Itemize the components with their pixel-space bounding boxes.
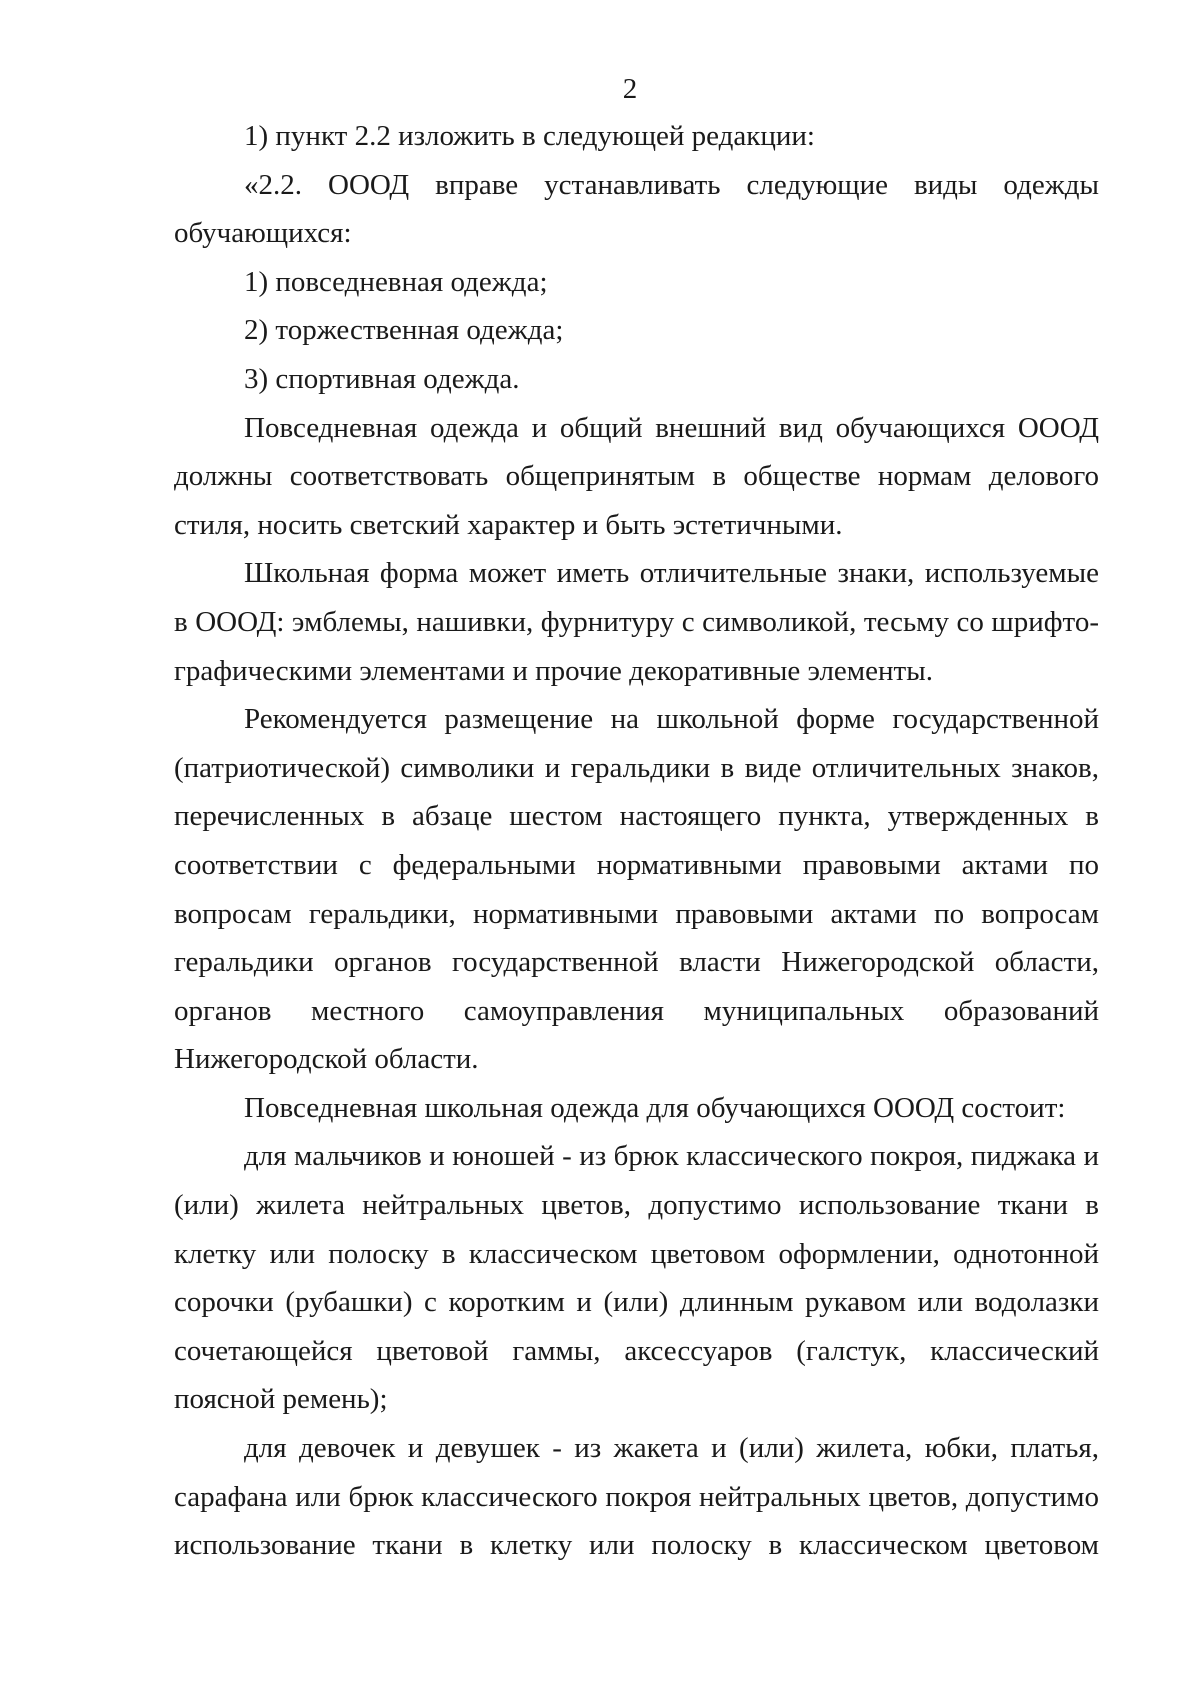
- paragraph-amendment-intro: 1) пункт 2.2 изложить в следующей редакции:: [244, 120, 815, 152]
- list-item-sports-clothing: 3) спортивная одежда.: [244, 362, 520, 395]
- paragraph-casual-appearance: Повседневная одежда и общий внешний вид обучающихся ОООД должны соответствовать общепринятым в обществе нормам делового стиля, носить светский характер и быть эстетичными.: [174, 411, 1099, 541]
- page-number: 2: [622, 73, 638, 105]
- paragraph-casual-uniform-consists: Повседневная школьная одежда для обучающихся ОООД состоит:: [244, 1091, 1066, 1124]
- paragraph-girls-uniform: для девочек и девушек - из жакета и (или) жилета, юбки, платья, сарафана или брюк классического покроя нейтральных цветов, допустимо использование ткани в клетку или полоску в классическом цветовом: [174, 1432, 1099, 1562]
- list-item-formal-clothing: 2) торжественная одежда;: [244, 314, 564, 347]
- list-item-casual-clothing: 1) повседневная одежда;: [244, 265, 548, 298]
- paragraph-clause-2-2: «2.2. ОООД вправе устанавливать следующие виды одежды обучающихся:: [174, 168, 1099, 250]
- paragraph-distinctive-signs: Школьная форма может иметь отличительные знаки, используемые в ОООД: эмблемы, нашивки, фурнитуру с символикой, тесьму со шрифто-графическими элементами и прочие декоративные элементы.: [174, 557, 1099, 687]
- document-body: [174, 112, 1099, 1570]
- paragraph-boys-uniform: для мальчиков и юношей - из брюк классического покроя, пиджака и (или) жилета нейтральных цветов, допустимо использование ткани в клетку или полоску в классическом цветовом оформлении, однотонной сорочки (рубашки) с коротким и (или) длинным рукавом или водолазки сочетающейся цветовой гаммы, аксессуаров (галстук, классический поясной ремень);: [174, 1140, 1099, 1416]
- paragraph-state-symbols: Рекомендуется размещение на школьной форме государственной (патриотической) символики и геральдики в виде отличительных знаков, перечисленных в абзаце шестом настоящего пункта, утвержденных в соответствии с федеральными нормативными правовыми актами по вопросам геральдики, нормативными правовыми актами по вопросам геральдики органов государственной власти Нижегородской области, органов местного самоуправления муниципальных образований Нижегородской области.: [174, 703, 1099, 1076]
